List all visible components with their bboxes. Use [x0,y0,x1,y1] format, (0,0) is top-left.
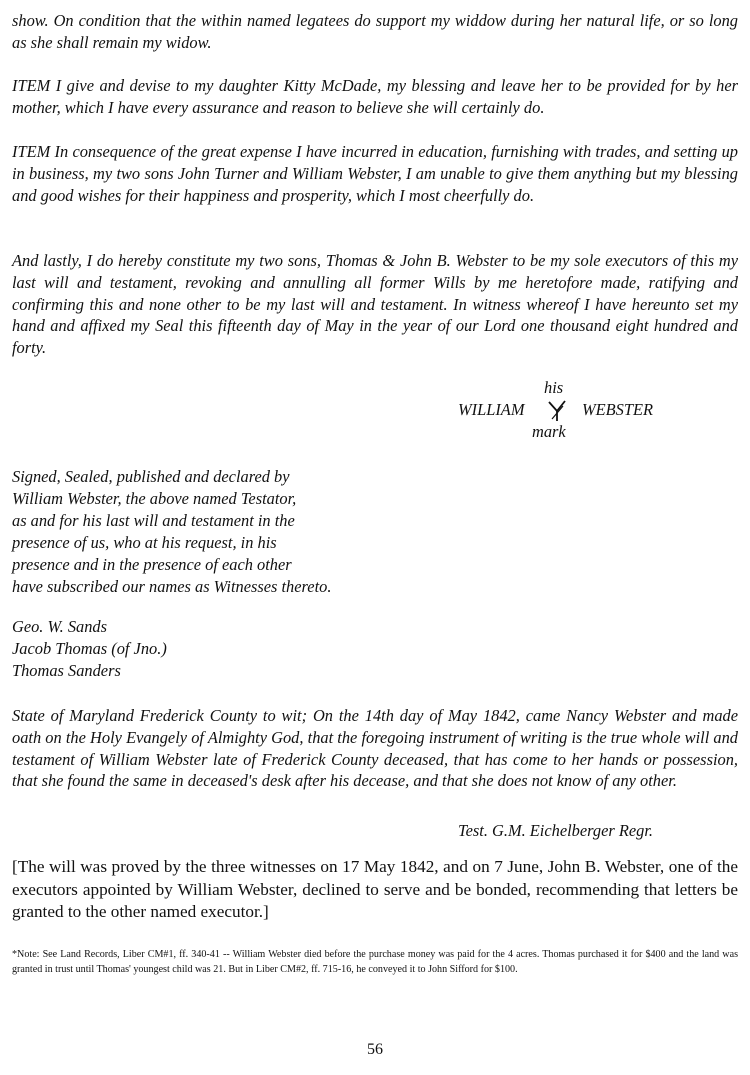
test-registrar-line: Test. G.M. Eichelberger Regr. [458,821,653,840]
signature-block [458,378,678,448]
witness-name: Thomas Sanders [12,661,121,680]
attestation-line: presence of us, who at his request, in his [12,533,277,552]
paragraph-item-kitty: ITEM I give and devise to my daughter Kitty McDade, my blessing and leave her to be provided for by her mother, which I have every assurance and reason to believe she will certainly do. [12,76,738,117]
attestation-clause [12,466,331,598]
paragraph-widow-condition: show. On condition that the within named legatees do support my widdow during her natural life, or so long as she shall remain my widow. [12,11,738,52]
witness-name: Geo. W. Sands [12,617,108,636]
signature-his: his [544,378,564,397]
page-number: 56 [367,1041,383,1058]
witness-name: Jacob Thomas (of Jno.) [12,639,167,658]
footnote: *Note: See Land Records, Liber CM#1, ff. 340-41 -- William Webster died before the purchase money was paid for the 4 acres. Thomas purchased it for $400 and the land was granted in trust until Thomas' youngest child was 21. But in Liber CM#2, ff. 715-16, he conveyed it to John Sifford for $100. [12,949,738,975]
paragraph-item-sons: ITEM In consequence of the great expense I have incurred in education, furnishing with trades, and setting up in business, my two sons John Turner and William Webster, I am unable to give them anything but my blessing and good wishes for their happiness and prosperity, which I most cheerfully do. [12,142,738,205]
signature-mark: mark [532,422,566,441]
paragraph-probate: State of Maryland Frederick County to wit; On the 14th day of May 1842, came Nancy Webster and made oath on the Holy Evangely of Almighty God, that the foregoing instrument of writing is the true whole will and testament of William Webster late of Frederick County deceased, that has come to her hands or possession, that she found the same in deceased's desk after his decease, and that she does not know of any other. [12,706,738,791]
attestation-line: presence and in the presence of each other [12,555,292,574]
attestation-line: Signed, Sealed, published and declared by [12,467,290,486]
signature-first-name: WILLIAM [458,400,525,419]
attestation-line: have subscribed our names as Witnesses thereto. [12,577,332,596]
paragraph-executors: And lastly, I do hereby constitute my two sons, Thomas & John B. Webster to be my sole executors of this my last will and testament, revoking and annulling all former Wills by me heretofore made, ratifying and confirming this and none other to be my last will and testament. In witness whereof I have hereunto set my hand and affixed my Seal this fifteenth day of May in the year of our Lord one thousand eight hundred and forty. [12,251,738,358]
signature-last-name: WEBSTER [582,400,654,419]
x-mark-icon [544,397,570,423]
attestation-line: as and for his last will and testament in the [12,511,295,530]
editorial-note: [The will was proved by the three witnesses on 17 May 1842, and on 7 June, John B. Webster, one of the executors appointed by William Webster, declined to serve and be bonded, recommending that letters be granted to the other named executor.] [12,857,738,921]
witness-list [12,616,167,682]
attestation-line: William Webster, the above named Testator, [12,489,297,508]
